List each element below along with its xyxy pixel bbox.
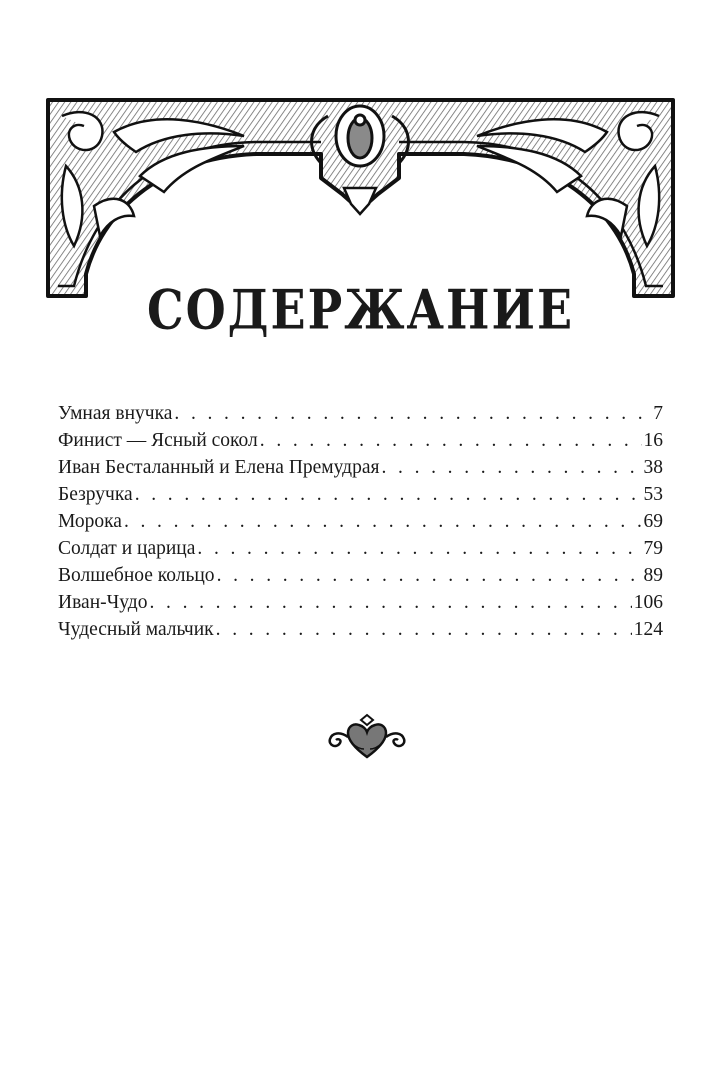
toc-entry-page: 38 <box>643 457 663 478</box>
toc-entry-page: 79 <box>643 538 663 559</box>
toc-leader-dots <box>217 562 642 589</box>
page-title: СОДЕРЖАНИЕ <box>146 278 575 342</box>
toc-entry-title: Иван Бесталанный и Елена Премудрая <box>58 457 380 478</box>
toc-entry-title: Безручка <box>58 484 133 505</box>
toc-entry-title: Волшебное кольцо <box>58 565 215 586</box>
toc-entry[interactable] <box>58 481 663 508</box>
toc-leader-dots <box>216 616 632 643</box>
toc-entry-title: Иван-Чудо <box>58 592 148 613</box>
toc-leader-dots <box>260 427 642 454</box>
toc-leader-dots <box>197 535 641 562</box>
heart-ornament-icon <box>326 713 408 759</box>
toc-entry[interactable] <box>58 427 663 454</box>
toc-entry-title: Чудесный мальчик <box>58 619 214 640</box>
toc-entry[interactable] <box>58 400 663 427</box>
toc-entry[interactable] <box>58 589 663 616</box>
ornamental-arch-icon <box>44 96 677 300</box>
toc-leader-dots <box>124 508 642 535</box>
toc-entry-page: 89 <box>643 565 663 586</box>
toc-leader-dots <box>174 400 651 427</box>
toc-entry-page: 16 <box>643 430 663 451</box>
toc-entry-title: Солдат и царица <box>58 538 196 559</box>
toc-leader-dots <box>381 454 641 481</box>
toc-entry-title: Умная внучка <box>58 403 173 424</box>
toc-entry-page: 53 <box>643 484 663 505</box>
toc-entry[interactable] <box>58 616 663 643</box>
table-of-contents <box>58 400 663 643</box>
toc-entry-page: 7 <box>653 403 663 424</box>
toc-entry[interactable] <box>58 535 663 562</box>
toc-entry-page: 69 <box>643 511 663 532</box>
toc-entry-title: Морока <box>58 511 122 532</box>
toc-entry[interactable] <box>58 562 663 589</box>
toc-leader-dots <box>149 589 631 616</box>
toc-entry-title: Финист — Ясный сокол <box>58 430 258 451</box>
toc-entry-page: 124 <box>633 619 663 640</box>
toc-leader-dots <box>135 481 642 508</box>
toc-entry-page: 106 <box>633 592 663 613</box>
toc-entry[interactable] <box>58 454 663 481</box>
toc-entry[interactable] <box>58 508 663 535</box>
